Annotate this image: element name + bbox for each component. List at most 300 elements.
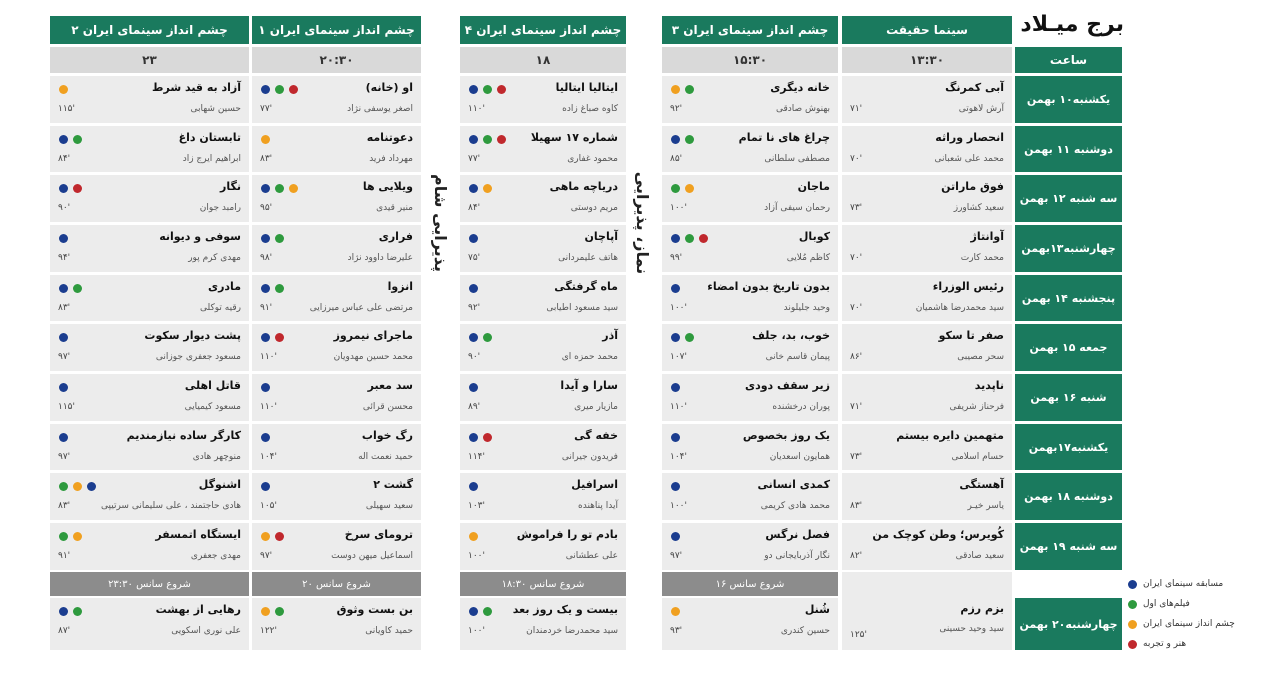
time-header: ساعت: [1015, 47, 1122, 73]
film-cell[interactable]: [252, 324, 421, 371]
film-duration: ۱۲۵': [850, 630, 867, 640]
film-cell[interactable]: [252, 473, 421, 520]
category-dot-navy: [469, 383, 478, 392]
film-cell[interactable]: [460, 598, 626, 650]
category-dots: [59, 284, 82, 293]
film-duration: ۷۱': [850, 104, 863, 114]
category-dot-orange: [261, 607, 270, 616]
film-duration: ۹۸': [260, 253, 273, 263]
film-cell[interactable]: [460, 523, 626, 570]
category-dot-orange: [73, 532, 82, 541]
film-title: آوانتاژ: [970, 230, 1004, 243]
film-director: اسماعیل میهن دوست: [331, 551, 413, 561]
film-cell[interactable]: [842, 126, 1012, 172]
film-title: ماجرای نیمروز: [333, 329, 413, 342]
legend-dot: [1128, 600, 1137, 609]
category-dot-dgreen: [73, 135, 82, 144]
category-dots: [469, 184, 492, 193]
column-header: چشم انداز سینمای ایران ۳: [662, 16, 838, 44]
film-title: کوبال: [798, 230, 830, 243]
film-duration: ۷۰': [850, 253, 863, 263]
film-cell[interactable]: [842, 572, 1012, 650]
film-duration: ۹۷': [670, 551, 683, 561]
film-cell[interactable]: [460, 473, 626, 520]
category-dot-navy: [469, 482, 478, 491]
category-dot-orange: [261, 532, 270, 541]
film-title: پشت دیوار سکوت: [144, 329, 241, 342]
film-title: قاتل اهلی: [184, 379, 241, 392]
film-duration: ۱۰۰': [468, 626, 485, 636]
category-dot-navy: [671, 135, 680, 144]
film-title: خفه گی: [574, 429, 618, 442]
film-director: محمد علی شعبانی: [934, 154, 1004, 164]
brand-title: برج میـلاد: [1020, 12, 1124, 37]
film-director: محمود غفاری: [567, 154, 618, 164]
legend-label: فیلم‌های اول: [1143, 599, 1190, 609]
film-duration: ۱۱۵': [58, 104, 75, 114]
film-cell[interactable]: [460, 275, 626, 321]
film-director: علی نوری اسکویی: [171, 626, 241, 636]
date-cell: سه شنبه ۱۲ بهمن: [1015, 175, 1122, 222]
film-duration: ۹۱': [260, 303, 273, 313]
film-cell[interactable]: [662, 76, 838, 123]
film-director: منوچهر هادی: [192, 452, 241, 462]
category-dot-red: [497, 85, 506, 94]
legend-label: چشم انداز سینمای ایران: [1143, 619, 1235, 629]
category-dots: [671, 135, 694, 144]
category-dot-navy: [469, 284, 478, 293]
film-title: فوق ماراتن: [941, 180, 1004, 193]
category-dot-dgreen: [483, 333, 492, 342]
film-cell[interactable]: [252, 76, 421, 123]
session-start-label: شروع سانس ۱۶: [662, 572, 838, 596]
film-title: اشنوگل: [198, 478, 241, 491]
film-director: علی عطشانی: [565, 551, 618, 561]
film-cell[interactable]: [50, 76, 249, 123]
film-title: سوفی و دیوانه: [159, 230, 241, 243]
film-title: رئیس الوزراء: [932, 280, 1004, 293]
film-duration: ۱۰۰': [670, 303, 687, 313]
category-dots: [59, 333, 68, 342]
film-director: حسام اسلامی: [951, 452, 1004, 462]
film-director: سعید صادقی: [955, 551, 1004, 561]
legend-label: مسابقه سینمای ایران: [1143, 579, 1224, 589]
film-director: مرتضی علی عباس میرزایی: [309, 303, 413, 313]
category-dot-navy: [87, 482, 96, 491]
film-title: آپاچان: [584, 230, 618, 243]
film-director: پوران درخشنده: [772, 402, 830, 412]
film-cell[interactable]: [460, 126, 626, 172]
film-cell[interactable]: [50, 275, 249, 321]
film-title: متهمین دایره بیستم: [896, 429, 1004, 442]
film-title: شُنل: [804, 603, 830, 616]
category-dots: [261, 333, 284, 342]
category-dots: [261, 532, 284, 541]
category-dot-dgreen: [275, 284, 284, 293]
category-dot-navy: [59, 234, 68, 243]
category-dot-dgreen: [59, 532, 68, 541]
category-dot-red: [73, 184, 82, 193]
film-title: فراری: [378, 230, 413, 243]
category-dots: [59, 607, 82, 616]
category-dot-navy: [261, 284, 270, 293]
film-director: مهدی جعفری: [190, 551, 241, 561]
film-cell[interactable]: [460, 424, 626, 470]
category-dot-orange: [685, 184, 694, 193]
film-title: چراغ های نا تمام: [738, 131, 830, 144]
film-cell[interactable]: [460, 76, 626, 123]
category-dots: [261, 85, 298, 94]
category-dots: [671, 234, 708, 243]
film-cell[interactable]: [252, 523, 421, 570]
category-dot-navy: [671, 333, 680, 342]
category-dot-dgreen: [685, 333, 694, 342]
date-cell: شنبه ۱۶ بهمن: [1015, 374, 1122, 421]
column-time: ۱۵:۳۰: [662, 47, 838, 73]
film-cell[interactable]: [50, 374, 249, 421]
film-cell[interactable]: [252, 126, 421, 172]
film-cell[interactable]: [50, 225, 249, 272]
category-dot-dgreen: [671, 184, 680, 193]
category-dots: [59, 184, 82, 193]
film-director: سحر مصیبی: [957, 352, 1004, 362]
category-dot-orange: [671, 85, 680, 94]
film-cell[interactable]: [50, 473, 249, 520]
film-duration: ۷۰': [850, 154, 863, 164]
category-dots: [59, 85, 68, 94]
film-duration: ۱۱۰': [260, 402, 277, 412]
category-dot-navy: [59, 284, 68, 293]
film-cell[interactable]: [252, 598, 421, 650]
film-director: مسعود جعفری جوزانی: [155, 352, 241, 362]
category-dot-navy: [59, 333, 68, 342]
film-cell[interactable]: [460, 175, 626, 222]
column-time: ۲۳: [50, 47, 249, 73]
film-duration: ۱۱۴': [468, 452, 485, 462]
category-dots: [261, 482, 270, 491]
film-title: سارا و آیدا: [560, 379, 618, 392]
category-dot-navy: [261, 482, 270, 491]
film-director: حمید نعمت اله: [358, 452, 413, 462]
film-title: فصل نرگس: [765, 528, 830, 541]
film-director: حسین کندری: [780, 626, 830, 636]
film-title: خوب، بد، جلف: [752, 329, 830, 342]
legend-dot: [1128, 640, 1137, 649]
film-duration: ۸۳': [58, 501, 71, 511]
date-cell: چهارشنبه۲۰ بهمن: [1015, 598, 1122, 650]
film-duration: ۸۴': [468, 203, 481, 213]
category-dot-navy: [261, 383, 270, 392]
film-director: ابراهیم ایرج زاد: [182, 154, 241, 164]
film-director: پیمان قاسم خانی: [765, 352, 830, 362]
film-title: گشت ۲: [373, 478, 413, 491]
film-duration: ۸۹': [468, 402, 481, 412]
film-cell[interactable]: [662, 374, 838, 421]
film-title: دریاچه ماهی: [549, 180, 618, 193]
film-duration: ۱۰۴': [260, 452, 277, 462]
column-header: چشم انداز سینمای ایران ۴: [460, 16, 626, 44]
film-duration: ۸۵': [670, 154, 683, 164]
category-dot-navy: [671, 383, 680, 392]
film-duration: ۱۰۳': [468, 501, 485, 511]
category-dot-orange: [73, 482, 82, 491]
film-cell[interactable]: [252, 275, 421, 321]
film-title: ترومای سرخ: [344, 528, 413, 541]
film-title: آهستگی: [959, 478, 1004, 491]
category-dot-navy: [469, 607, 478, 616]
film-cell[interactable]: [842, 324, 1012, 371]
film-cell[interactable]: [460, 324, 626, 371]
category-dots: [59, 433, 68, 442]
film-director: حمید کاویانی: [365, 626, 413, 636]
date-cell: یکشنبه۱۷بهمن: [1015, 424, 1122, 470]
film-cell[interactable]: [50, 598, 249, 650]
film-cell[interactable]: [252, 374, 421, 421]
film-title: تابستان داغ: [178, 131, 241, 144]
category-dots: [469, 234, 478, 243]
film-title: کارگر ساده نیازمندیم: [126, 429, 241, 442]
column-header: سینما حقیقت: [842, 16, 1012, 44]
film-director: همایون اسعدیان: [769, 452, 830, 462]
film-cell[interactable]: [50, 523, 249, 570]
category-dot-dgreen: [73, 284, 82, 293]
film-title: کُویرس؛ وطن کوچک من: [872, 528, 1004, 541]
film-cell[interactable]: [662, 175, 838, 222]
film-duration: ۱۱۰': [670, 402, 687, 412]
category-dot-orange: [483, 184, 492, 193]
column-header: چشم انداز سینمای ایران ۱: [252, 16, 421, 44]
film-title: کمدی انسانی: [757, 478, 830, 491]
film-director: آرش لاهوتی: [958, 104, 1004, 114]
category-dot-dgreen: [483, 607, 492, 616]
film-duration: ۹۳': [670, 626, 683, 636]
film-cell[interactable]: [662, 126, 838, 172]
category-dots: [671, 85, 694, 94]
category-dot-red: [497, 135, 506, 144]
category-dot-navy: [261, 433, 270, 442]
film-director: کاظم مُلایی: [786, 253, 830, 263]
film-cell[interactable]: [252, 424, 421, 470]
film-cell[interactable]: [460, 225, 626, 272]
film-title: بن بست وثوق: [336, 603, 413, 616]
legend-item: [1128, 634, 1278, 654]
film-cell[interactable]: [662, 598, 838, 650]
film-title: ایتالیا ایتالیا: [555, 81, 618, 94]
film-director: رحمان سیفی آزاد: [764, 203, 830, 213]
category-dots: [671, 333, 694, 342]
category-dots: [261, 607, 284, 616]
film-duration: ۹۰': [468, 352, 481, 362]
film-cell[interactable]: [662, 225, 838, 272]
film-director: علیرضا داوود نژاد: [347, 253, 413, 263]
film-duration: ۹۷': [58, 452, 71, 462]
film-duration: ۷۰': [850, 303, 863, 313]
category-dot-navy: [469, 135, 478, 144]
film-director: مهدی کرم پور: [188, 253, 241, 263]
category-dots: [469, 284, 478, 293]
film-title: ماه گرفتگی: [554, 280, 618, 293]
vertical-label: پذیرایی شام: [431, 174, 451, 272]
film-cell[interactable]: [842, 374, 1012, 421]
film-duration: ۷۳': [850, 203, 863, 213]
category-dots: [59, 383, 68, 392]
category-dots: [469, 433, 492, 442]
session-start-label: شروع سانس ۲۰: [252, 572, 421, 596]
film-director: رقیه توکلی: [200, 303, 241, 313]
film-cell[interactable]: [252, 175, 421, 222]
film-cell[interactable]: [842, 175, 1012, 222]
film-title: انزوا: [387, 280, 413, 293]
film-title: او (خانه): [365, 81, 413, 94]
film-title: نگار: [220, 180, 241, 193]
category-dot-orange: [671, 607, 680, 616]
film-duration: ۹۷': [260, 551, 273, 561]
category-dot-dgreen: [275, 85, 284, 94]
film-director: هادی حاجتمند ، علی سلیمانی سرتیپی: [101, 501, 241, 511]
legend-label: هنر و تجربه: [1143, 639, 1187, 649]
category-dot-navy: [671, 532, 680, 541]
film-director: هاتف علیمردانی: [558, 253, 618, 263]
film-duration: ۹۹': [670, 253, 683, 263]
column-time: ۱۳:۳۰: [842, 47, 1012, 73]
film-duration: ۹۰': [58, 203, 71, 213]
film-title: آذر: [602, 329, 618, 342]
film-duration: ۸۷': [58, 626, 71, 636]
date-cell: چهارشنبه۱۳بهمن: [1015, 225, 1122, 272]
category-dots: [59, 482, 96, 491]
film-director: سید وحید حسینی: [939, 624, 1004, 634]
film-cell[interactable]: [50, 126, 249, 172]
film-duration: ۹۲': [468, 303, 481, 313]
film-duration: ۹۵': [260, 203, 273, 213]
film-cell[interactable]: [662, 473, 838, 520]
film-duration: ۷۵': [468, 253, 481, 263]
category-dots: [671, 284, 680, 293]
film-duration: ۹۱': [58, 551, 71, 561]
category-dot-navy: [469, 433, 478, 442]
film-cell[interactable]: [252, 225, 421, 272]
film-director: محمد حسین مهدویان: [333, 352, 413, 362]
film-title: ماجان: [797, 180, 830, 193]
category-dot-dgreen: [275, 234, 284, 243]
category-dot-dgreen: [685, 85, 694, 94]
film-cell[interactable]: [842, 424, 1012, 470]
category-dot-navy: [261, 333, 270, 342]
film-title: شماره ۱۷ سهیلا: [530, 131, 618, 144]
film-title: رگ خواب: [361, 429, 413, 442]
category-dots: [261, 234, 284, 243]
legend-item: [1128, 614, 1278, 634]
film-duration: ۱۱۵': [58, 402, 75, 412]
film-cell[interactable]: [842, 473, 1012, 520]
film-title: زیر سقف دودی: [744, 379, 830, 392]
film-title: خانه دیگری: [770, 81, 830, 94]
film-cell[interactable]: [662, 523, 838, 570]
film-duration: ۱۱۰': [260, 352, 277, 362]
category-dots: [671, 383, 680, 392]
film-title: بدون تاریخ بدون امضاء: [707, 280, 830, 293]
category-dot-dgreen: [685, 135, 694, 144]
category-dot-red: [483, 433, 492, 442]
category-dots: [59, 135, 82, 144]
category-dot-navy: [59, 135, 68, 144]
category-dots: [671, 532, 680, 541]
category-dot-navy: [261, 85, 270, 94]
film-cell[interactable]: [842, 275, 1012, 321]
category-dot-navy: [469, 184, 478, 193]
film-duration: ۱۲۲': [260, 626, 277, 636]
category-dots: [469, 333, 492, 342]
film-director: فرحناز شریفی: [949, 402, 1004, 412]
film-title: یک روز بخصوص: [742, 429, 830, 442]
film-director: بهنوش صادقی: [775, 104, 830, 114]
film-duration: ۱۰۰': [670, 501, 687, 511]
category-dots: [671, 184, 694, 193]
film-cell[interactable]: [662, 424, 838, 470]
category-dot-navy: [671, 482, 680, 491]
film-cell[interactable]: [842, 523, 1012, 570]
film-duration: ۸۳': [58, 303, 71, 313]
category-dot-dgreen: [73, 607, 82, 616]
film-title: بادم تو را فراموش: [516, 528, 618, 541]
category-dot-navy: [59, 383, 68, 392]
category-dot-navy: [671, 433, 680, 442]
date-cell: دوشنبه ۱۱ بهمن: [1015, 126, 1122, 172]
film-duration: ۱۰۷': [670, 352, 687, 362]
film-title: بزم رزم: [960, 602, 1004, 615]
film-duration: ۸۳': [260, 154, 273, 164]
legend-dot: [1128, 620, 1137, 629]
category-dot-navy: [671, 284, 680, 293]
film-duration: ۱۰۰': [468, 551, 485, 561]
category-dot-red: [699, 234, 708, 243]
film-director: مهرداد فرید: [369, 154, 413, 164]
film-cell[interactable]: [460, 374, 626, 421]
category-dots: [261, 184, 298, 193]
category-dots: [469, 482, 478, 491]
vertical-label: نماز، پذیرایی: [633, 171, 653, 275]
film-title: مادری: [208, 280, 241, 293]
film-duration: ۹۲': [670, 104, 683, 114]
film-cell[interactable]: [842, 76, 1012, 123]
session-start-label: شروع سانس ۱۸:۳۰: [460, 572, 626, 596]
film-director: کاوه صباغ زاده: [562, 104, 618, 114]
category-dots: [261, 433, 270, 442]
film-duration: ۱۰۰': [670, 203, 687, 213]
film-cell[interactable]: [50, 324, 249, 371]
film-director: محمد هادی کریمی: [760, 501, 830, 511]
film-cell[interactable]: [50, 424, 249, 470]
film-cell[interactable]: [842, 225, 1012, 272]
category-dot-navy: [469, 85, 478, 94]
film-director: حسین شهابی: [190, 104, 241, 114]
film-director: اصغر یوسفی نژاد: [347, 104, 413, 114]
legend-item: [1128, 574, 1278, 594]
film-cell[interactable]: [662, 324, 838, 371]
category-dot-navy: [469, 234, 478, 243]
category-dots: [261, 135, 270, 144]
film-title: دعوتنامه: [366, 131, 413, 144]
category-dot-navy: [671, 234, 680, 243]
film-director: سعید کشاورز: [953, 203, 1004, 213]
film-cell[interactable]: [50, 175, 249, 222]
film-duration: ۱۱۰': [468, 104, 485, 114]
film-director: یاسر خیـر: [967, 501, 1004, 511]
category-dots: [59, 234, 68, 243]
film-director: محسن قرائی: [362, 402, 413, 412]
film-cell[interactable]: [662, 275, 838, 321]
date-cell: جمعه ۱۵ بهمن: [1015, 324, 1122, 371]
